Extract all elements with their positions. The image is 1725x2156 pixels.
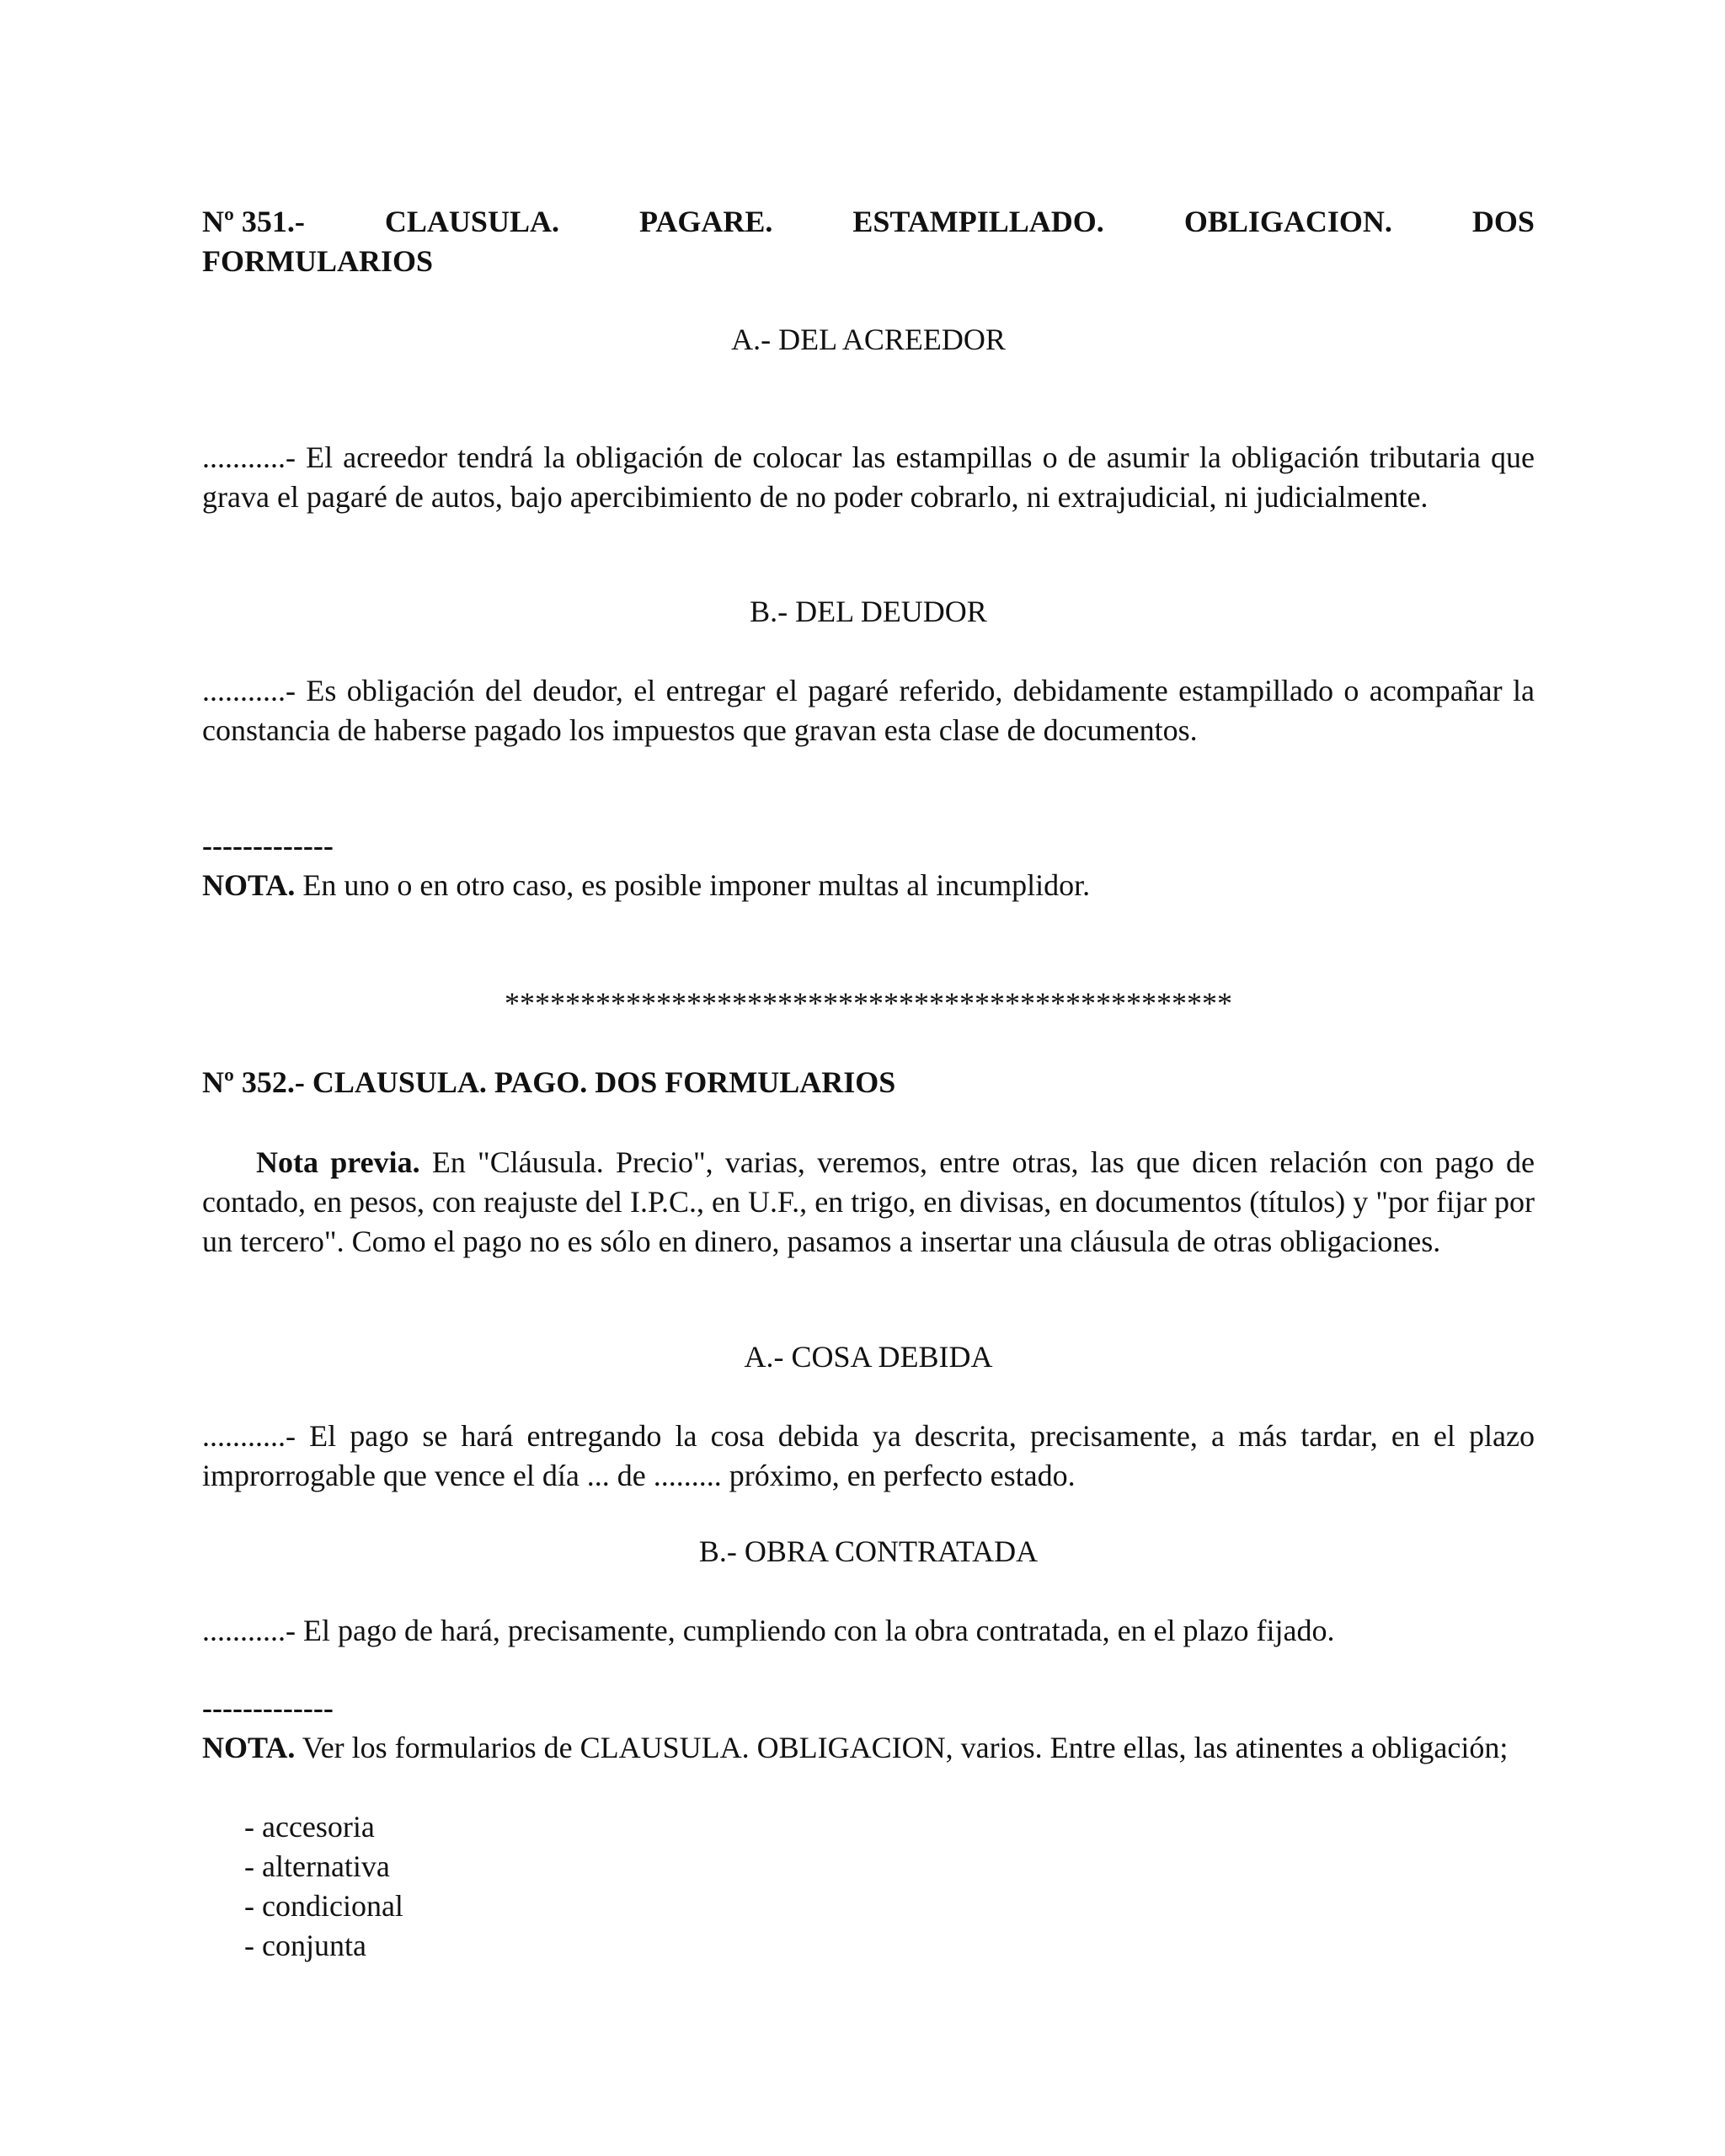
note-label: NOTA. xyxy=(202,1731,296,1764)
section-351-separator: ------------- xyxy=(202,829,334,862)
list-item: - accesoria xyxy=(244,1810,375,1844)
title-word: Nº 351.- xyxy=(202,205,305,238)
section-352-note xyxy=(202,1728,1535,1768)
note-text: En uno o en otro caso, es posible imponer multas al incumplidor. xyxy=(295,868,1091,902)
title-word: PAGARE. xyxy=(639,205,773,238)
section-351-title xyxy=(202,202,1535,281)
section-352-heading-b: B.- OBRA CONTRATADA xyxy=(698,1534,1039,1568)
section-351-heading-b: B.- DEL DEUDOR xyxy=(750,595,987,628)
title-word: OBLIGACION. xyxy=(1183,205,1392,238)
section-351-title-line2: FORMULARIOS xyxy=(202,244,434,278)
section-351-title-line1 xyxy=(202,202,1535,242)
section-351-paragraph-b: ...........- Es obligación del deudor, el entregar el pagaré referido, debidamente estampillado o acompañar la constancia de haberse pagado los impuestos que gravan esta clase de documentos. xyxy=(202,674,1535,747)
note-label: NOTA. xyxy=(202,868,296,902)
section-352-previous-note xyxy=(202,1143,1535,1262)
title-word: ESTAMPILLADO. xyxy=(852,205,1104,238)
section-divider: ************************************************ xyxy=(505,986,1232,1020)
section-351-paragraph-a: ...........- El acreedor tendrá la obligación de colocar las estampillas o de asumir la obligación tributaria que grava el pagaré de autos, bajo apercibimiento de no poder cobrarlo, ni extrajudicial, ni judicialmente. xyxy=(202,440,1535,514)
section-352-title: Nº 352.- CLAUSULA. PAGO. DOS FORMULARIOS xyxy=(202,1065,896,1099)
list-item: - conjunta xyxy=(244,1929,366,1962)
section-352-heading-a: A.- COSA DEBIDA xyxy=(744,1340,993,1374)
title-word: DOS xyxy=(1471,205,1535,238)
list-item: - condicional xyxy=(244,1889,403,1923)
section-351-note xyxy=(202,866,1535,905)
previous-note-label: Nota previa. xyxy=(256,1145,420,1179)
note-text: Ver los formularios de CLAUSULA. OBLIGACION, varios. Entre ellas, las atinentes a obligación; xyxy=(295,1731,1509,1764)
section-351-heading-a: A.- DEL ACREEDOR xyxy=(731,323,1006,356)
title-word: CLAUSULA. xyxy=(384,205,559,238)
list-item: - alternativa xyxy=(244,1849,390,1883)
section-352-paragraph-a: ...........- El pago se hará entregando la cosa debida ya descrita, precisamente, a más tardar, en el plazo improrrogable que vence el día ... de ......... próximo, en perfecto estado. xyxy=(202,1419,1535,1492)
previous-note-text: En "Cláusula. Precio", varias, veremos, entre otras, las que dicen relación con pago de contado, en pesos, con reajuste del I.P.C., en U.F., en trigo, en divisas, en documentos (títulos) y "por fijar por un tercero". Como el pago no es sólo en dinero, pasamos a insertar una cláusula de otras obligaciones. xyxy=(202,1145,1535,1258)
section-352-separator: ------------- xyxy=(202,1691,334,1725)
section-352-paragraph-b: ...........- El pago de hará, precisamente, cumpliendo con la obra contratada, en el plazo fijado. xyxy=(202,1614,1335,1647)
